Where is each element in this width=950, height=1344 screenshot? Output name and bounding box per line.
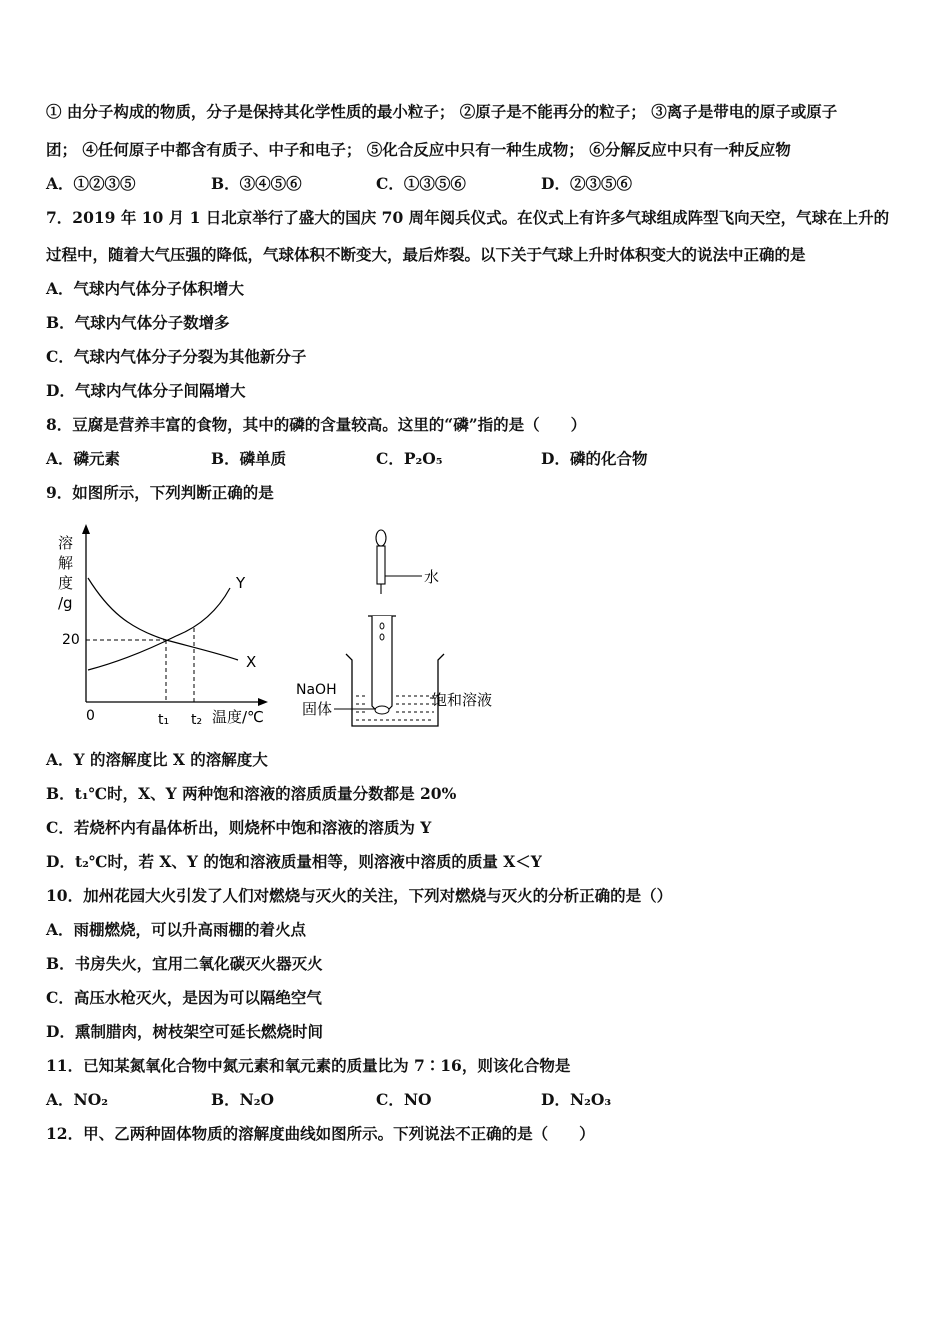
water-label: 水 [424,568,440,586]
y-label-unit: /g [58,594,73,612]
curve-x [88,578,238,660]
test-tube [372,616,392,712]
q6-option-c: C．①③⑤⑥ [376,174,466,193]
q6-statement-line-1: ① 由分子构成的物质，分子是保持其化学性质的最小粒子； ②原子是不能再分的粒子； ③离子是带电的原子或原子 [46,102,838,121]
q8-option-b: B．磷单质 [211,449,287,468]
q11-stem: 11．已知某氮氧化合物中氮元素和氧元素的质量比为 7∶16，则该化合物是 [46,1056,571,1075]
beaker [346,654,444,726]
solubility-graph [58,524,268,728]
y-label-char-1: 溶 [58,534,74,552]
q7-stem-line-1: 7．2019 年 10 月 1 日北京举行了盛大的国庆 70 周年阅兵仪式。在仪式上有许多气球组成阵型飞向天空，气球在上升的 [46,208,890,227]
y-label-char-3: 度 [58,574,74,592]
q10-stem: 10．加州花园大火引发了人们对燃烧与灭火的关注，下列对燃烧与灭火的分析正确的是（） [46,886,673,905]
q6-option-a: A．①②③⑤ [46,174,136,193]
q8-option-d: D．磷的化合物 [541,449,648,468]
t2-label: t₂ [191,712,203,728]
curve-x-label: X [246,653,257,671]
naoh-solid [375,706,389,714]
q7-option-b: B．气球内气体分子数增多 [46,313,230,332]
q12-stem: 12．甲、乙两种固体物质的溶解度曲线如图所示。下列说法不正确的是（ ） [46,1124,595,1143]
solution-hatching [356,696,434,720]
q9-option-a: A．Y 的溶解度比 X 的溶解度大 [46,750,268,769]
q11-option-c: C．NO [376,1090,432,1109]
y-label-char-2: 解 [58,554,74,572]
naoh-label: NaOH [296,682,337,698]
origin-label: 0 [86,708,95,724]
q9-option-b: B．t₁℃时，X、Y 两种饱和溶液的溶质质量分数都是 20% [46,784,457,803]
q10-option-a: A．雨棚燃烧，可以升高雨棚的着火点 [46,920,307,939]
q6-option-d: D．②③⑤⑥ [541,174,632,193]
q7-option-d: D．气球内气体分子间隔增大 [46,381,246,400]
curve-y-label: Y [236,574,246,592]
q7-option-c: C．气球内气体分子分裂为其他新分子 [46,347,307,366]
q6-option-b: B．③④⑤⑥ [211,174,302,193]
q11-option-d: D．N₂O₃ [541,1090,612,1109]
q7-option-a: A．气球内气体分子体积增大 [46,279,245,298]
dropper-bulb [376,530,386,546]
q10-option-d: D．熏制腊肉，树枝架空可延长燃烧时间 [46,1022,323,1041]
q10-option-b: B．书房失火，宜用二氧化碳灭火器灭火 [46,954,323,973]
x-axis-label: 温度/℃ [212,708,264,726]
q7-stem-line-2: 过程中，随着大气压强的降低，气球体积不断变大，最后炸裂。以下关于气球上升时体积变大的说法中正确的是 [46,245,806,264]
q8-stem: 8．豆腐是营养丰富的食物，其中的磷的含量较高。这里的“磷”指的是（ ） [46,415,587,434]
y-tick-20: 20 [62,632,80,648]
q8-option-c: C．P₂O₅ [376,449,443,468]
q9-option-d: D．t₂℃时，若 X、Y 的饱和溶液质量相等，则溶液中溶质的质量 X＜Y [46,852,542,871]
curve-y [88,588,230,670]
q8-option-a: A．磷元素 [46,449,121,468]
q10-option-c: C．高压水枪灭火，是因为可以隔绝空气 [46,988,322,1007]
y-axis-arrow [82,524,90,534]
saturated-solution-label: 饱和溶液 [432,691,493,709]
solid-label: 固体 [302,700,333,718]
q11-option-a: A．NO₂ [46,1090,108,1109]
q9-option-c: C．若烧杯内有晶体析出，则烧杯中饱和溶液的溶质为 Y [46,818,432,837]
x-axis-arrow [258,698,268,706]
dropper-tube [377,546,385,584]
t1-label: t₁ [158,712,170,728]
q6-statement-line-2: 团； ④任何原子中都含有质子、中子和电子； ⑤化合反应中只有一种生成物； ⑥分解反应中只有一种反应物 [46,140,791,159]
q9-figure [46,522,516,737]
q9-stem: 9．如图所示，下列判断正确的是 [46,483,274,502]
apparatus [296,530,492,726]
q11-option-b: B．N₂O [211,1090,275,1109]
